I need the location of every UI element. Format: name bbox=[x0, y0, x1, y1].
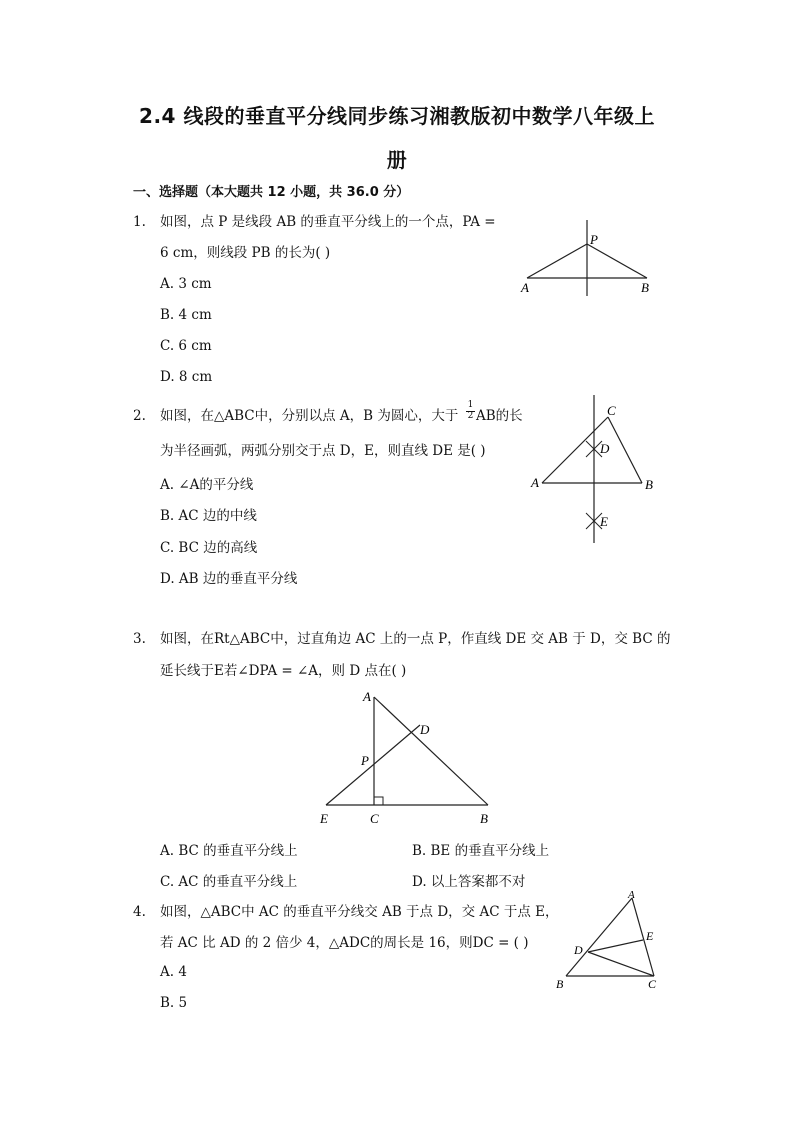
option-d[interactable]: D. AB 边的垂直平分线 bbox=[160, 571, 298, 587]
page-title-continuation: 册 bbox=[386, 148, 408, 172]
figure-1-perpendicular-bisector bbox=[515, 212, 665, 297]
question-text-line: AB的长 bbox=[476, 408, 523, 424]
question-text-line: 若 AC 比 AD 的 2 倍少 4，△ADC的周长是 16，则DC = ( ) bbox=[160, 935, 529, 951]
fraction-numerator: 1 bbox=[467, 400, 474, 410]
option-a[interactable]: A. 4 bbox=[160, 964, 187, 980]
figure-label: P bbox=[361, 753, 369, 768]
option-b[interactable]: B. BE 的垂直平分线上 bbox=[412, 843, 550, 859]
figure-label: C bbox=[648, 977, 657, 991]
page-title: 2.4 线段的垂直平分线同步练习湘教版初中数学八年级上 bbox=[139, 104, 655, 128]
question-text-line: 6 cm，则线段 PB 的长为( ) bbox=[160, 245, 331, 261]
figure-label: B bbox=[480, 811, 488, 826]
option-b[interactable]: B. 4 cm bbox=[160, 307, 212, 323]
question-text-line: 如图，在Rt△ABC中，过直角边 AC 上的一点 P，作直线 DE 交 AB 于 D，交 BC 的 bbox=[160, 631, 671, 647]
question-number: 3. bbox=[133, 631, 146, 647]
option-b[interactable]: B. AC 边的中线 bbox=[160, 508, 257, 524]
figure-label: P bbox=[590, 232, 598, 247]
section-header: 一、选择题（本大题共 12 小题，共 36.0 分） bbox=[133, 185, 410, 200]
option-a[interactable]: A. BC 的垂直平分线上 bbox=[160, 843, 298, 859]
figure-label: C bbox=[370, 811, 379, 826]
option-d[interactable]: D. 8 cm bbox=[160, 369, 213, 385]
figure-label: A bbox=[531, 475, 539, 490]
figure-label: E bbox=[646, 929, 654, 943]
question-number: 2. bbox=[133, 408, 146, 424]
figure-label: A bbox=[628, 889, 635, 901]
option-c[interactable]: C. AC 的垂直平分线上 bbox=[160, 874, 298, 890]
question-text-line: 为半径画弧，两弧分别交于点 D，E，则直线 DE 是( ) bbox=[160, 443, 486, 459]
figure-3-right-triangle bbox=[312, 685, 502, 830]
figure-label: D bbox=[600, 441, 610, 456]
figure-label: D bbox=[574, 943, 583, 957]
option-c[interactable]: C. BC 边的高线 bbox=[160, 540, 258, 556]
question-number: 1. bbox=[133, 214, 146, 230]
option-a[interactable]: A. 3 cm bbox=[160, 276, 212, 292]
figure-4-triangle bbox=[550, 888, 670, 993]
figure-label: A bbox=[363, 689, 371, 704]
figure-label: D bbox=[420, 722, 430, 737]
question-text-line: 延长线于E若∠DPA = ∠A，则 D 点在( ) bbox=[160, 663, 407, 679]
figure-2-construction bbox=[528, 395, 668, 545]
figure-label: E bbox=[600, 514, 608, 529]
question-text-line: 如图，△ABC中 AC 的垂直平分线交 AB 于点 D，交 AC 于点 E， bbox=[160, 904, 559, 920]
fraction-denominator: 2 bbox=[467, 411, 474, 421]
figure-label: B bbox=[645, 477, 653, 492]
option-b[interactable]: B. 5 bbox=[160, 995, 188, 1011]
question-text-line: 如图，在△ABC中，分别以点 A，B 为圆心，大于 bbox=[160, 408, 459, 424]
option-c[interactable]: C. 6 cm bbox=[160, 338, 212, 354]
figure-label: B bbox=[641, 280, 649, 295]
figure-label: A bbox=[521, 280, 529, 295]
question-number: 4. bbox=[133, 904, 146, 920]
option-d[interactable]: D. 以上答案都不对 bbox=[412, 874, 526, 890]
fraction bbox=[466, 401, 475, 421]
option-a[interactable]: A. ∠A的平分线 bbox=[160, 477, 254, 493]
figure-label: E bbox=[320, 811, 328, 826]
figure-label: B bbox=[556, 977, 564, 991]
question-text-line: 如图，点 P 是线段 AB 的垂直平分线上的一个点，PA = bbox=[160, 214, 496, 230]
figure-label: C bbox=[607, 403, 616, 418]
